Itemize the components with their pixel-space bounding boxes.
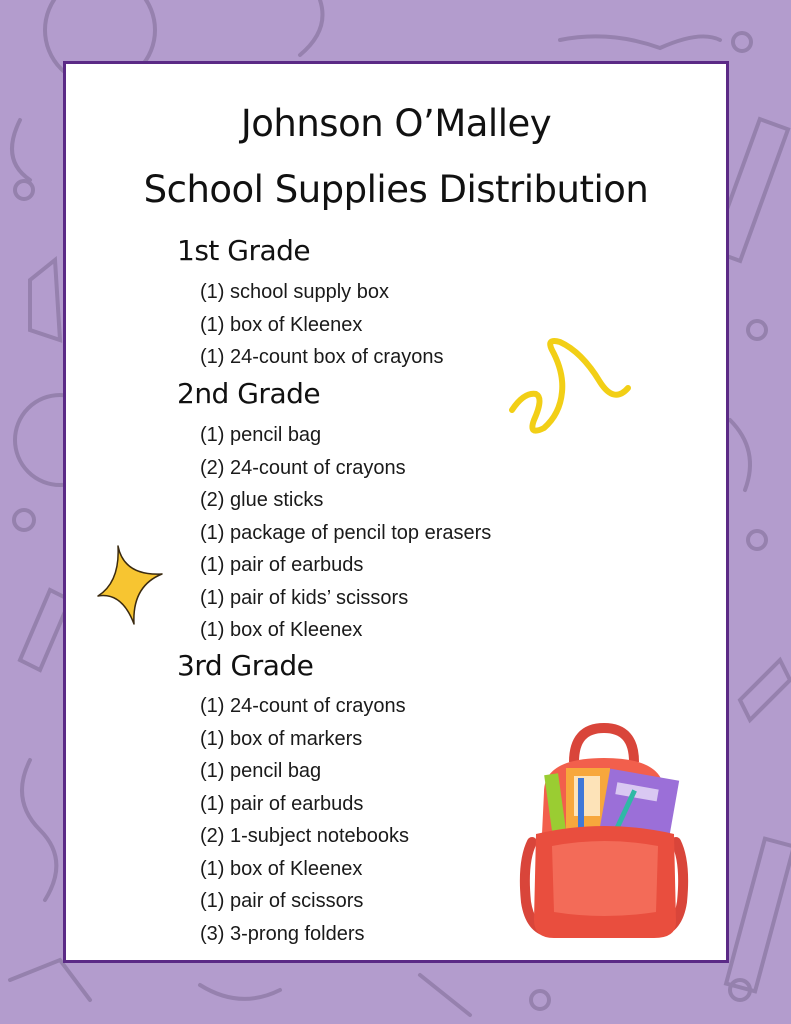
grade-list-3rd bbox=[200, 690, 409, 950]
grade-list-2nd bbox=[200, 419, 491, 647]
squiggle-icon bbox=[504, 332, 634, 442]
list-item: (1) pencil bag bbox=[200, 760, 322, 782]
list-item: (1) box of markers bbox=[200, 727, 363, 750]
sparkle-star-icon bbox=[94, 542, 166, 626]
list-item: (1) box of Kleenex bbox=[200, 857, 363, 880]
distribution-card bbox=[63, 61, 729, 963]
list-item: (1) package of pencil top erasers bbox=[200, 521, 492, 544]
book-doodle bbox=[560, 36, 720, 48]
page-title: Johnson O’Malley bbox=[240, 102, 552, 145]
list-item: (1) school supply box bbox=[200, 281, 389, 303]
grade-list-1st bbox=[200, 276, 443, 374]
list-item: (1) pair of earbuds bbox=[200, 792, 364, 815]
grade-heading-1st: 1st Grade bbox=[177, 234, 311, 267]
list-item: (1) pencil bag bbox=[200, 424, 322, 446]
page-subtitle: School Supplies Distribution bbox=[143, 168, 649, 211]
list-item: (1) box of Kleenex bbox=[200, 313, 363, 336]
list-item: (1) 24-count of crayons bbox=[200, 695, 406, 717]
list-item: (2) glue sticks bbox=[200, 489, 324, 511]
list-item: (1) pair of kids’ scissors bbox=[200, 586, 409, 609]
grade-heading-3rd: 3rd Grade bbox=[177, 649, 314, 682]
list-item: (2) 1-subject notebooks bbox=[200, 825, 410, 847]
list-item: (1) box of Kleenex bbox=[200, 619, 363, 641]
list-item: (1) pair of scissors bbox=[200, 890, 364, 912]
list-item: (1) 24-count box of crayons bbox=[200, 346, 444, 368]
pencil-doodle bbox=[740, 660, 790, 720]
backpack-icon bbox=[518, 722, 690, 942]
list-item: (3) 3-prong folders bbox=[200, 922, 365, 945]
list-item: (2) 24-count of crayons bbox=[200, 456, 406, 479]
grade-heading-2nd: 2nd Grade bbox=[177, 377, 321, 410]
ruler-doodle bbox=[726, 839, 791, 992]
list-item: (1) pair of earbuds bbox=[200, 554, 364, 576]
